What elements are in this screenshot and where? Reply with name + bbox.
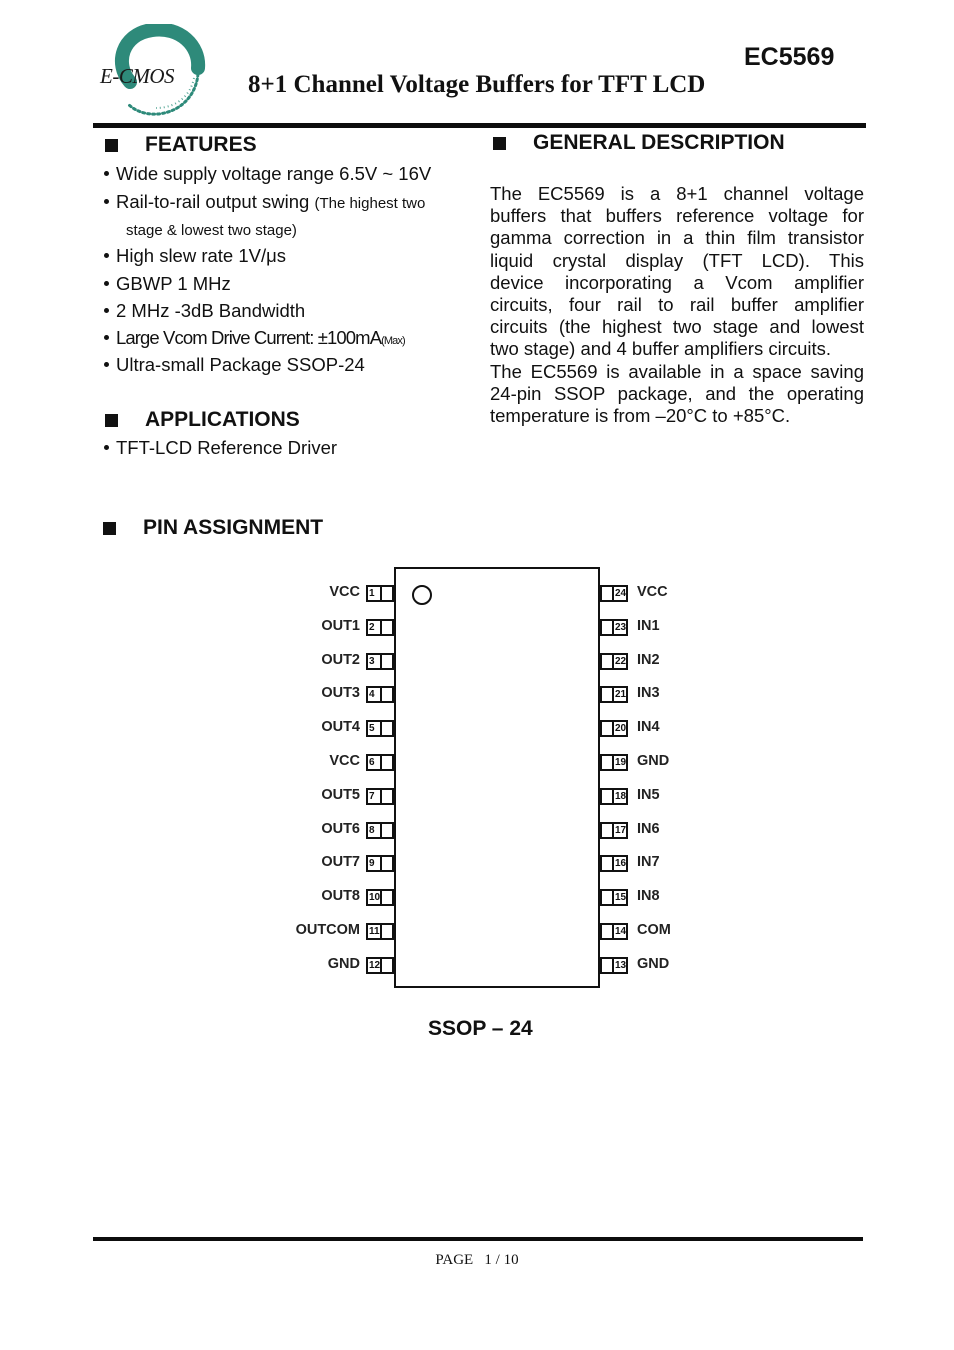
pin-label: IN1 xyxy=(637,617,660,634)
pin-assignment-heading xyxy=(103,516,323,540)
pin-number: 17 xyxy=(615,824,627,836)
pin-divider xyxy=(612,925,614,938)
pin-divider xyxy=(380,824,382,837)
description-line: circuits, four rail to rail buffer amplifier xyxy=(490,294,864,316)
pin-label: OUT5 xyxy=(321,786,360,803)
pin-12 xyxy=(366,957,394,974)
square-bullet-icon xyxy=(105,414,118,427)
pin-number: 22 xyxy=(615,655,627,667)
pin-label: OUT1 xyxy=(321,617,360,634)
pin-divider xyxy=(380,688,382,701)
pin-21 xyxy=(600,686,628,703)
pin-number: 18 xyxy=(615,790,627,802)
pin-9 xyxy=(366,855,394,872)
pin-15 xyxy=(600,889,628,906)
pin-14 xyxy=(600,923,628,940)
pin-divider xyxy=(612,790,614,803)
pin-number: 23 xyxy=(615,621,627,633)
pin-16 xyxy=(600,855,628,872)
feature-text: Ultra-small Package SSOP-24 xyxy=(116,354,365,375)
pin-label: IN7 xyxy=(637,854,660,871)
pin-number: 4 xyxy=(369,689,375,701)
square-bullet-icon xyxy=(103,522,116,535)
bullet-icon xyxy=(104,281,109,286)
bullet-icon xyxy=(104,308,109,313)
pin-divider xyxy=(612,655,614,668)
pin-number: 19 xyxy=(615,757,627,768)
bullet-icon xyxy=(104,171,109,176)
pin-label: IN3 xyxy=(637,685,660,702)
pin-number: 7 xyxy=(369,790,375,802)
pin-label: GND xyxy=(637,753,670,769)
pin-4 xyxy=(366,686,394,703)
footer-divider xyxy=(93,1237,863,1241)
pin-number: 13 xyxy=(615,959,627,971)
feature-text: Wide supply voltage range 6.5V ~ 16V xyxy=(116,163,432,184)
pin-divider xyxy=(380,891,382,904)
pin-11 xyxy=(366,923,394,940)
chip-body xyxy=(394,567,600,988)
pin-number: 3 xyxy=(369,655,375,667)
pin-number: 1 xyxy=(369,588,375,599)
pin-8 xyxy=(366,822,394,839)
pin-number: 20 xyxy=(615,723,627,735)
description-line: buffers that buffers reference voltage for xyxy=(490,205,864,227)
pin-number: 24 xyxy=(615,588,627,599)
pin-label: VCC xyxy=(329,584,360,600)
pin-7 xyxy=(366,788,394,805)
feature-text: Rail-to-rail output swing xyxy=(116,191,310,212)
header-divider xyxy=(93,123,866,128)
pin-diagram xyxy=(288,565,680,993)
pin-label: OUT6 xyxy=(321,820,360,837)
pin-20 xyxy=(600,720,628,737)
pin-label: IN5 xyxy=(637,786,660,803)
applications-heading xyxy=(105,408,300,432)
pin-number: 12 xyxy=(369,959,381,971)
bullet-icon xyxy=(104,362,109,367)
pin-5 xyxy=(366,720,394,737)
pin-18 xyxy=(600,788,628,805)
pin-23 xyxy=(600,619,628,636)
square-bullet-icon xyxy=(105,139,118,152)
description-line: two stage) and 4 buffer amplifiers circuits. xyxy=(490,338,832,360)
pin-divider xyxy=(380,621,382,634)
pin-divider xyxy=(612,824,614,837)
pin-divider xyxy=(380,587,382,600)
pin-1 xyxy=(366,585,394,602)
pin-number: 8 xyxy=(369,824,375,836)
pin-divider xyxy=(380,790,382,803)
pin-divider xyxy=(612,688,614,701)
pin-divider xyxy=(612,722,614,735)
pin-label: IN2 xyxy=(637,651,660,668)
pin-19 xyxy=(600,754,628,771)
pin-label: OUTCOM xyxy=(295,922,360,938)
description-line: liquid crystal display (TFT LCD). This xyxy=(490,249,864,271)
feature-text: GBWP 1 MHz xyxy=(116,273,231,294)
pin-label: OUT7 xyxy=(321,854,360,871)
general-description-heading-text: GENERAL DESCRIPTION xyxy=(533,131,785,154)
feature-item xyxy=(101,273,231,295)
pin-label: IN8 xyxy=(637,888,660,905)
pin-label: OUT3 xyxy=(321,685,360,702)
pin-number: 11 xyxy=(369,926,380,937)
feature-item xyxy=(101,245,286,267)
pin-label: OUT8 xyxy=(321,888,360,905)
pin-divider xyxy=(612,857,614,870)
pin-divider xyxy=(612,756,614,769)
bullet-icon xyxy=(104,253,109,258)
general-description-body xyxy=(490,183,864,427)
description-line: 24-pin SSOP package, and the operating xyxy=(490,382,864,404)
pin-22 xyxy=(600,653,628,670)
general-description-heading xyxy=(493,131,785,155)
part-number: EC5569 xyxy=(744,43,835,71)
pin-number: 2 xyxy=(369,621,375,633)
description-line: gamma correction in a thin film transistor xyxy=(490,227,864,249)
pin-number: 9 xyxy=(369,858,375,870)
pin1-marker-icon xyxy=(412,585,432,605)
pin-label: VCC xyxy=(637,584,668,600)
feature-text: High slew rate 1V/μs xyxy=(116,245,287,266)
pin-label: IN6 xyxy=(637,820,660,837)
feature-text: 2 MHz -3dB Bandwidth xyxy=(116,300,306,321)
pin-divider xyxy=(612,891,614,904)
description-line: The EC5569 is a 8+1 channel voltage xyxy=(490,183,864,204)
pin-label: IN4 xyxy=(637,719,660,736)
feature-item xyxy=(101,354,365,376)
square-bullet-icon xyxy=(493,137,506,150)
feature-note-continued: stage & lowest two stage) xyxy=(126,222,297,239)
pin-divider xyxy=(380,722,382,735)
feature-item xyxy=(101,327,405,352)
description-line: temperature is from –20°C to +85°C. xyxy=(490,405,791,427)
description-line: circuits (the highest two stage and lowest xyxy=(490,316,864,338)
pin-17 xyxy=(600,822,628,839)
applications-heading-text: APPLICATIONS xyxy=(145,408,300,431)
pin-number: 6 xyxy=(369,757,375,768)
pin-label: VCC xyxy=(329,753,360,769)
pin-divider xyxy=(612,621,614,634)
pin-3 xyxy=(366,653,394,670)
bullet-icon xyxy=(104,199,109,204)
pin-number: 10 xyxy=(369,892,381,904)
pin-24 xyxy=(600,585,628,602)
feature-item xyxy=(101,191,425,215)
pin-divider xyxy=(380,925,382,938)
application-item xyxy=(101,437,337,459)
pin-divider xyxy=(380,959,382,972)
pin-number: 15 xyxy=(615,892,627,904)
features-heading xyxy=(105,133,257,157)
pin-6 xyxy=(366,754,394,771)
pin-label: OUT2 xyxy=(321,651,360,668)
pin-divider xyxy=(380,655,382,668)
pin-number: 14 xyxy=(615,926,627,937)
feature-item xyxy=(101,300,305,322)
feature-note: (The highest two xyxy=(314,195,426,212)
pin-number: 16 xyxy=(615,858,627,870)
pin-number: 5 xyxy=(369,723,375,735)
feature-subscript: (Max) xyxy=(381,335,405,347)
feature-item xyxy=(101,163,431,185)
bullet-icon xyxy=(104,445,109,450)
application-text: TFT-LCD Reference Driver xyxy=(116,437,338,458)
pin-divider xyxy=(380,756,382,769)
bullet-icon xyxy=(104,335,109,340)
pin-divider xyxy=(612,959,614,972)
description-line: The EC5569 is available in a space saving xyxy=(490,360,864,382)
description-line: device incorporating a Vcom amplifier xyxy=(490,271,864,293)
pin-divider xyxy=(380,857,382,870)
pin-13 xyxy=(600,957,628,974)
features-heading-text: FEATURES xyxy=(145,133,257,156)
feature-text: Large Vcom Drive Current: ±100mA xyxy=(116,327,382,348)
pin-number: 21 xyxy=(615,689,627,701)
pin-assignment-heading-text: PIN ASSIGNMENT xyxy=(143,516,324,539)
pin-label: GND xyxy=(327,955,360,972)
document-title: 8+1 Channel Voltage Buffers for TFT LCD xyxy=(248,71,706,98)
pin-10 xyxy=(366,889,394,906)
pin-2 xyxy=(366,619,394,636)
pin-divider xyxy=(612,587,614,600)
pin-label: GND xyxy=(637,955,670,972)
logo-text: E-CMOS xyxy=(100,64,174,88)
pin-label: COM xyxy=(637,922,671,938)
page-number: PAGE 1 / 10 xyxy=(435,1252,519,1268)
pin-label: OUT4 xyxy=(321,719,360,736)
package-label: SSOP – 24 xyxy=(428,1017,533,1040)
